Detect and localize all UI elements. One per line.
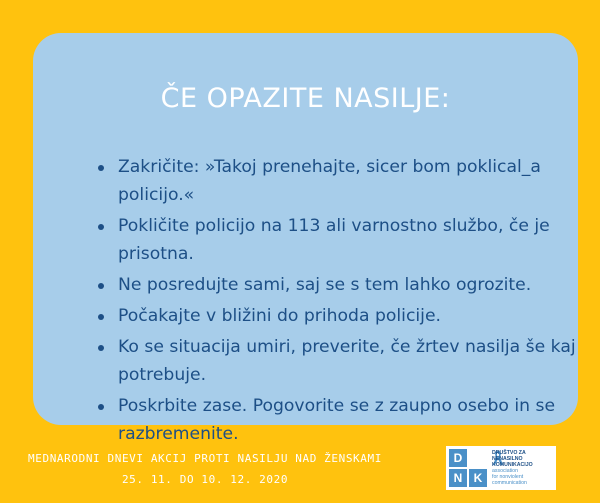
- logo-mark: [449, 449, 487, 487]
- logo-en-line: association: [492, 468, 518, 474]
- tip-item: Pokličite policijo na 113 ali varnostno službo, če je prisotna.: [96, 212, 586, 268]
- logo-en-line: communication: [492, 480, 527, 486]
- logo-letter: N: [449, 469, 467, 487]
- campaign-dates: 25. 11. DO 10. 12. 2020: [121, 473, 289, 486]
- logo-name-line: KOMUNIKACIJO: [492, 462, 533, 468]
- tip-item: Poskrbite zase. Pogovorite se z zaupno osebo in se razbremenite.: [96, 392, 586, 448]
- logo-ribbon-cell: [469, 449, 487, 467]
- tip-item: Zakričite: »Takoj prenehajte, sicer bom poklical_a policijo.«: [96, 153, 586, 209]
- organization-logo: [446, 446, 556, 490]
- logo-letter: K: [469, 469, 487, 487]
- campaign-name: MEDNARODNI DNEVI AKCIJ PROTI NASILJU NAD ŽENSKAMI: [28, 452, 382, 465]
- logo-text: [492, 450, 554, 486]
- logo-en-line: for nonviolent: [492, 474, 524, 480]
- tip-item: Ko se situacija umiri, preverite, če žrtev nasilja še kaj potrebuje.: [96, 333, 586, 389]
- logo-name-line: DRUŠTVO ZA: [492, 450, 526, 456]
- tip-item: Ne posredujte sami, saj se s tem lahko ogrozite.: [96, 271, 586, 299]
- logo-letter: D: [449, 449, 467, 467]
- tip-item: Počakajte v bližini do prihoda policije.: [96, 302, 586, 330]
- card-title: ČE OPAZITE NASILJE:: [160, 83, 451, 114]
- tips-list: [96, 153, 586, 451]
- tips-card: [33, 33, 578, 444]
- logo-name-line: NENASILNO: [492, 456, 523, 462]
